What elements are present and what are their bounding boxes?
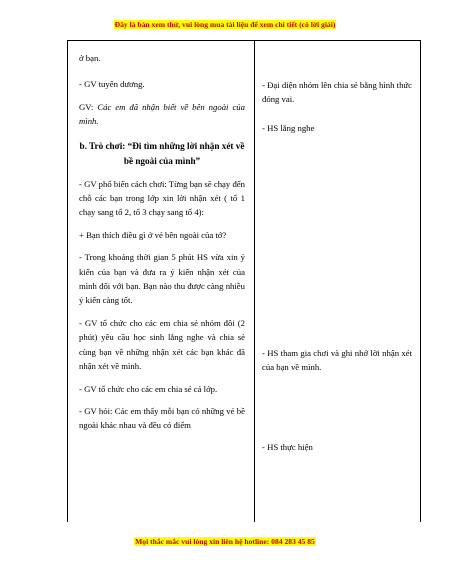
paragraph-question: + Bạn thích điều gì ở vẻ bên ngoài của tớ? — [79, 229, 227, 240]
student-response-4: - HS thực hiện — [262, 442, 313, 452]
hotline-banner — [0, 537, 450, 546]
paragraph-game-rules: - GV phổ biến cách chơi: Từng bạn sẽ chạy đến chỗ các bạn trong lớp xin lời nhận xét ( tổ 1 chạy sang tổ 2, tổ 3 chạy sang tổ 4): — [79, 178, 245, 218]
teacher-activities-column — [79, 51, 245, 433]
line-gv-summary — [79, 100, 245, 129]
line-o-ban: ở bạn. — [79, 53, 101, 63]
preview-notice-text: Đây là bản xem thử, vui lòng mua tài liệu để xem chi tiết (có lời giải) — [114, 20, 336, 29]
student-response-1: - Đại diện nhóm lên chia sẻ bằng hình thức đóng vai. — [262, 80, 412, 105]
game-heading: b. Trò chơi: “Đi tìm những lời nhận xét về bề ngoài của mình” — [79, 140, 245, 166]
student-response-2: - HS lắng nghe — [262, 123, 315, 133]
paragraph-class-share: - GV tổ chức cho các em chia sẻ cả lớp. — [79, 383, 218, 394]
table-border-top — [67, 40, 421, 41]
line-gv-tuyen-duong: - GV tuyên dương. — [79, 79, 145, 90]
table-border-middle — [254, 40, 255, 522]
paragraph-time-limit: - Trong khoảng thời gian 5 phút HS vừa xin ý kiến của bạn và đưa ra ý kiến nhận xét của mình đối với bạn. Bạn nào thu được càng nhiều ý kiến càng tốt. — [79, 252, 245, 306]
student-response-3: - HS tham gia chơi và ghi nhớ lời nhận xét của bạn về mình. — [262, 348, 412, 373]
hotline-text: Mọi thắc mắc vui lòng xin liên hệ hotline: 084 283 45 85 — [135, 537, 315, 546]
table-border-right — [420, 40, 421, 522]
paragraph-gv-question: - GV hỏi: Các em thấy mỗi bạn có những vẻ bề ngoài khác nhau và đều có điểm — [79, 405, 245, 431]
paragraph-pair-share: - GV tổ chức cho các em chia sẻ nhóm đôi (2 phút) yêu cầu học sinh lắng nghe và chia sẻ cùng bạn về những nhận xét các bạn khác đã nhận xét về mình. — [79, 317, 245, 372]
gv-label: GV: — [79, 101, 98, 112]
table-border-left — [67, 40, 68, 522]
gv-summary-text: Các em đã nhận biết về bên ngoài của mình. — [79, 101, 245, 127]
